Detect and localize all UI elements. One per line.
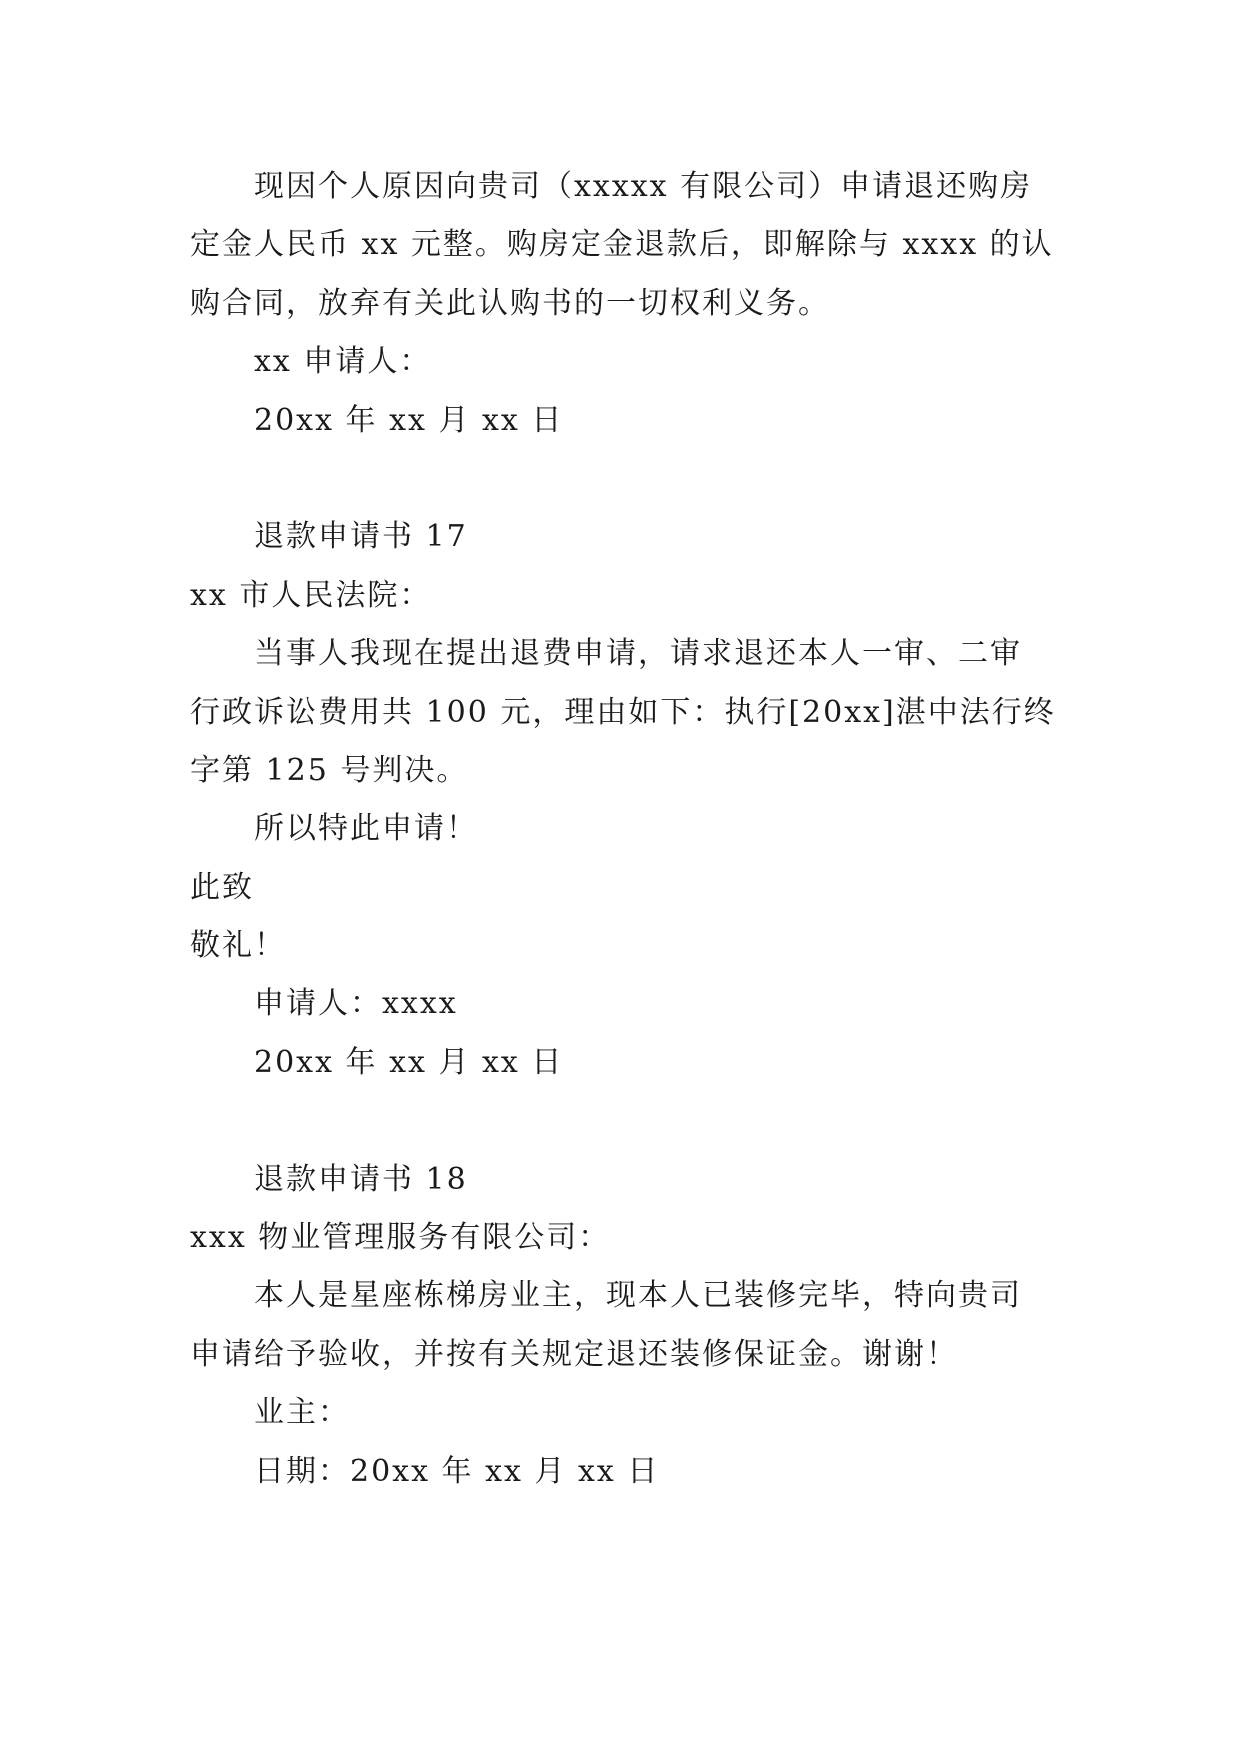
paragraph-line: 现因个人原因向贵司（xxxxx 有限公司）申请退还购房 [254, 169, 1033, 204]
paragraph-line: 购合同，放弃有关此认购书的一切权利义务。 [190, 285, 830, 321]
date-line: 日期：20xx 年 xx 月 xx 日 [254, 1453, 660, 1489]
section-spacer [190, 1092, 1060, 1150]
paragraph-line: 字第 125 号判决。 [190, 752, 469, 788]
paragraph-line: 申请给予验收，并按有关规定退还装修保证金。谢谢！ [190, 1336, 958, 1372]
applicant-line: 申请人：xxxx [254, 986, 458, 1022]
section-title: 退款申请书 17 [254, 519, 468, 555]
paragraph-line: 当事人我现在提出退费申请，请求退还本人一审、二审 [254, 636, 1022, 672]
addressee-line: xx 市人民法院： [190, 577, 432, 613]
section-title: 退款申请书 18 [254, 1161, 468, 1197]
date-line: 20xx 年 xx 月 xx 日 [254, 1044, 564, 1080]
paragraph-line: 行政诉讼费用共 100 元，理由如下：执行[20xx]湛中法行终 [190, 694, 1056, 730]
date-line: 20xx 年 xx 月 xx 日 [254, 402, 564, 438]
owner-line: 业主： [254, 1395, 350, 1431]
closing-line: 敬礼！ [190, 928, 286, 964]
request-line: 所以特此申请！ [254, 811, 478, 847]
addressee-line: xxx 物业管理服务有限公司： [190, 1220, 611, 1256]
paragraph-line: 定金人民币 xx 元整。购房定金退款后，即解除与 xxxx 的认 [190, 227, 1054, 263]
applicant-line: xx 申请人： [254, 344, 432, 380]
closing-line: 此致 [190, 869, 254, 905]
paragraph-line: 本人是星座栋梯房业主，现本人已装修完毕，特向贵司 [254, 1278, 1022, 1314]
document-page [190, 158, 1060, 1501]
section-spacer [190, 450, 1060, 508]
